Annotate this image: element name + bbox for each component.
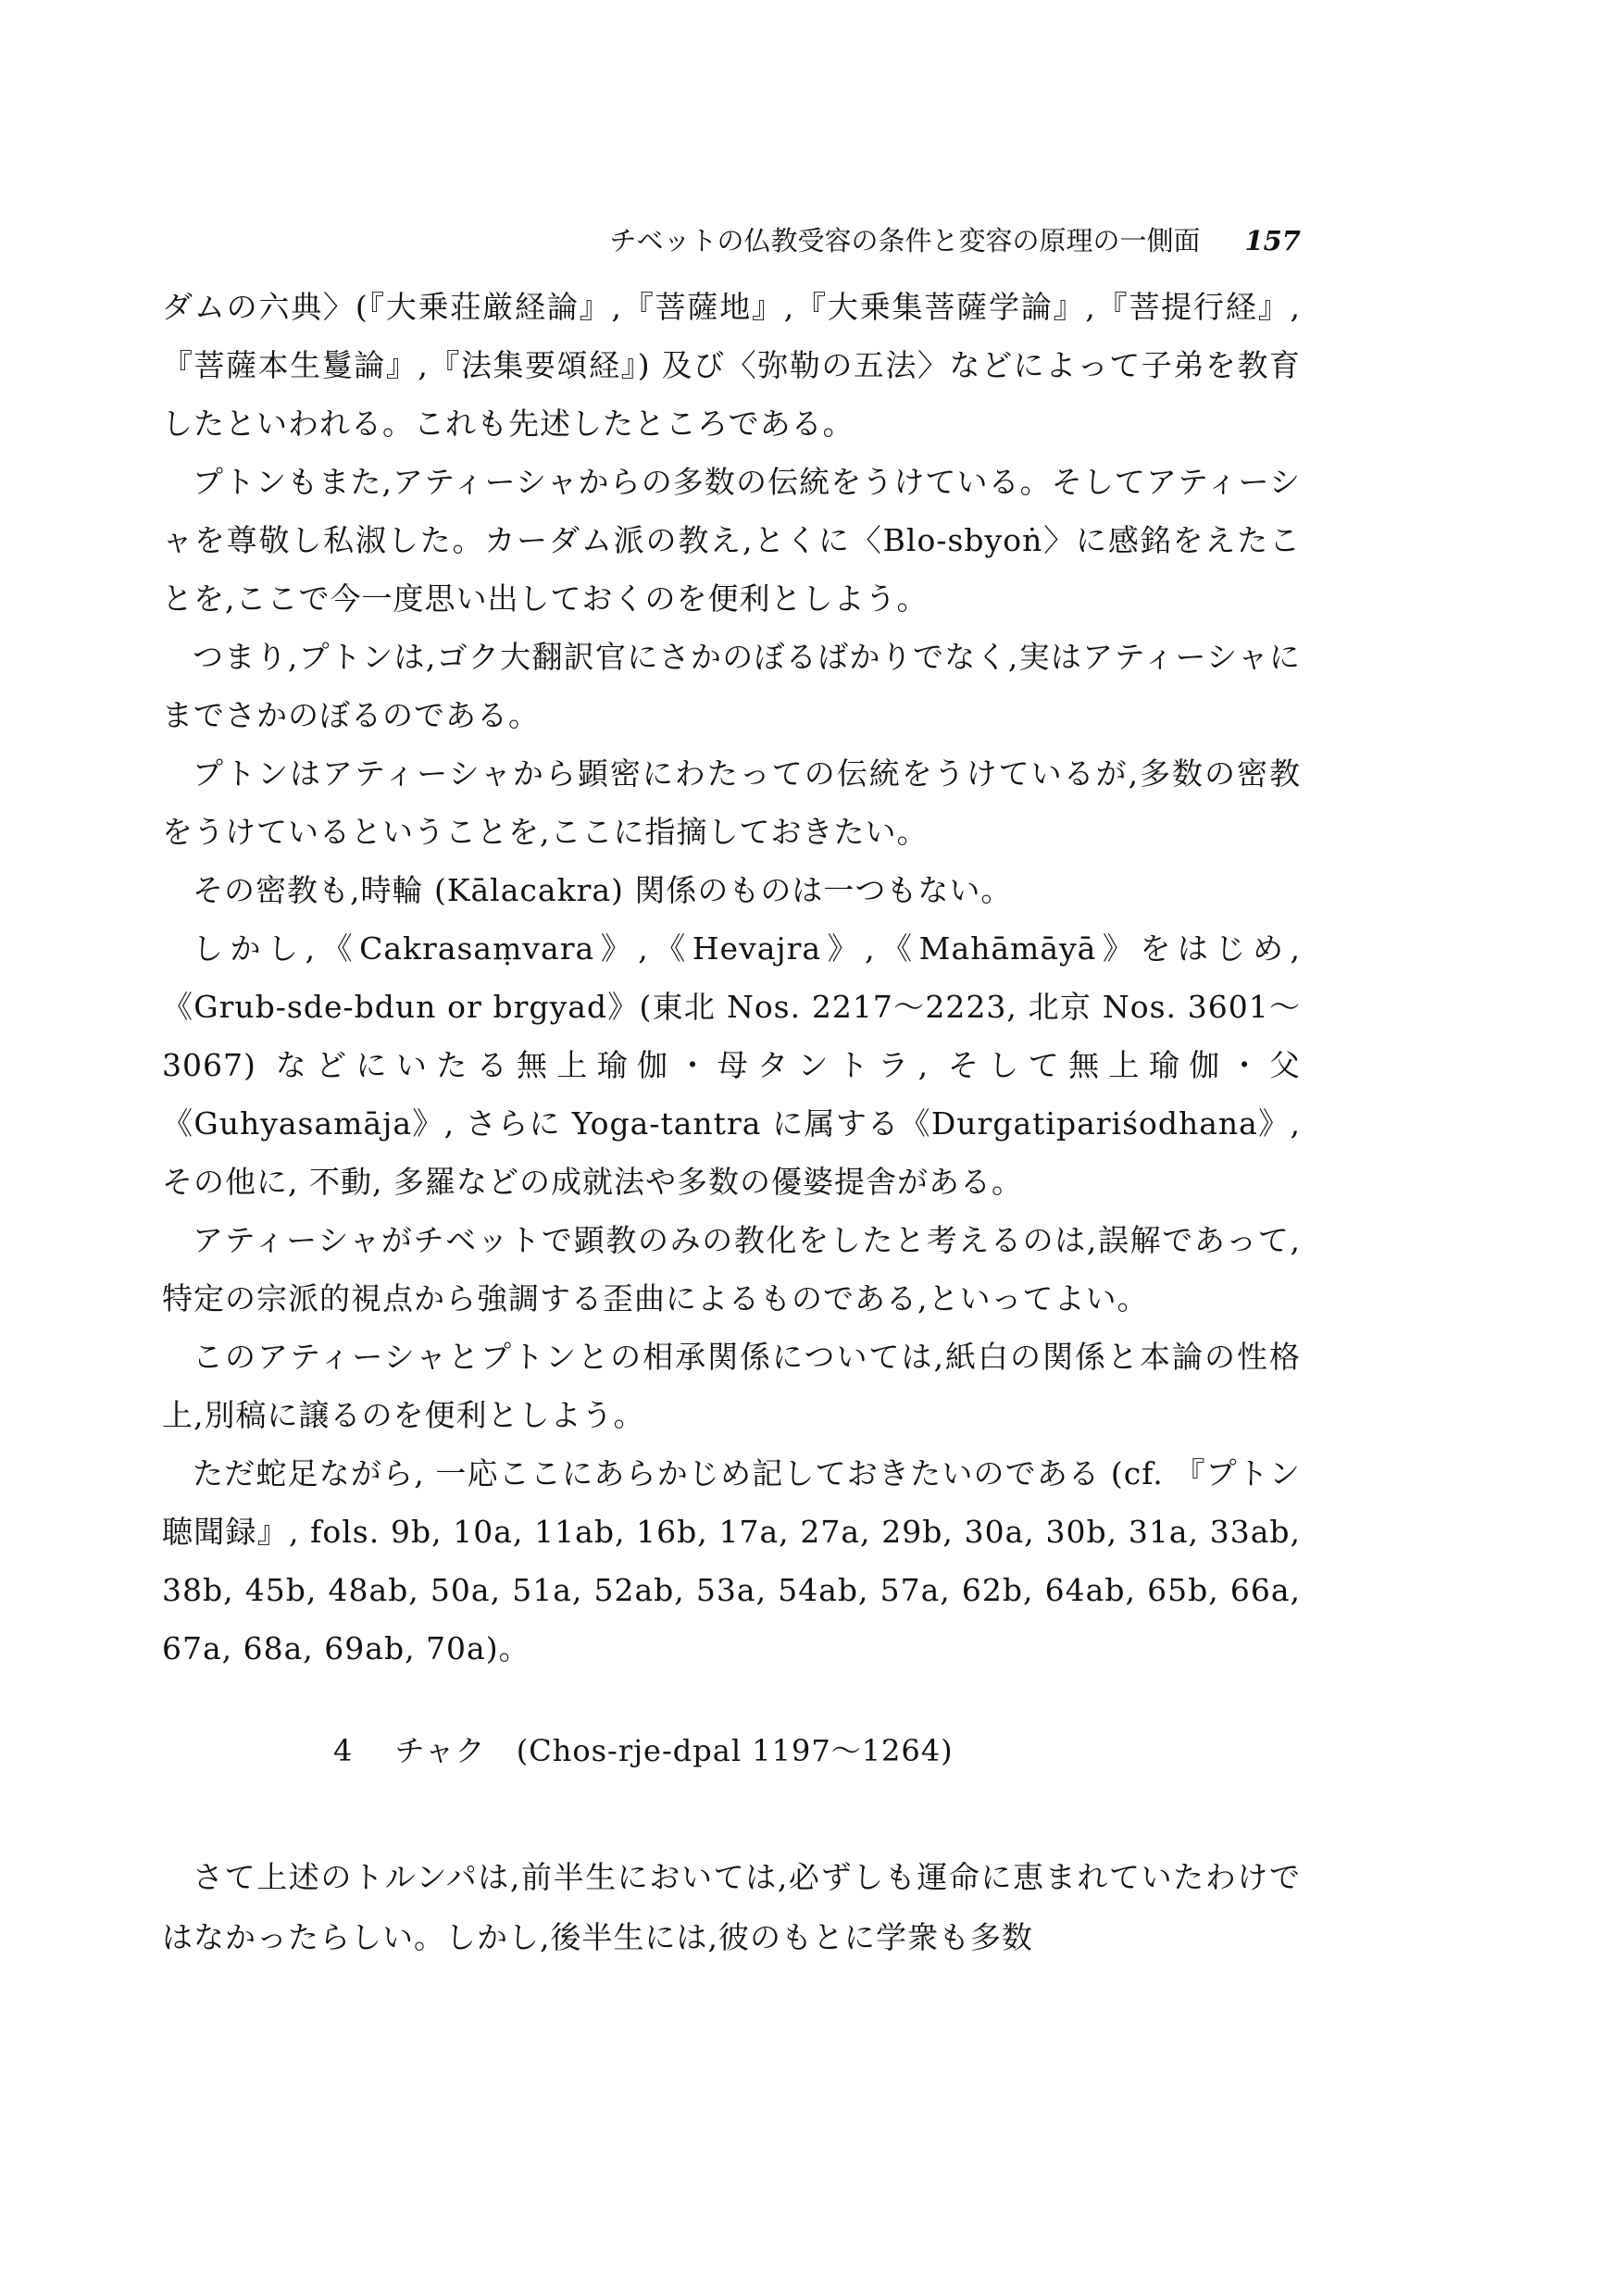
section-subtitle: (Chos-rje-dpal 1197〜1264): [516, 1733, 954, 1768]
section-title: チャク: [394, 1733, 486, 1768]
paragraph: その密教も,時輪 (Kālacakra) 関係のものは一つもない。: [193, 872, 1013, 908]
paragraph: プトンもまた,アティーシャからの多数の伝統をうけている。そしてアティーシャを尊敬し私淑した。カーダム派の教え,とくに〈Blo-sbyoṅ〉に感銘をえたことを,ここで今一度思い出しておくのを便利としよう。: [162, 464, 1301, 617]
paragraph: ただ蛇足ながら, 一応ここにあらかじめ記しておきたいのである (cf. 『プトン聴聞録』, fols. 9b, 10a, 11ab, 16b, 17a, 27a, 29b, 30a, 30b, 31a, 33ab, 38b, 45b, 48ab, 50a, 51a, 52ab, 53a, 54ab, 57a, 62b, 64ab, 65b, 66a, 67a, 68a, 69ab, 70a)。: [162, 1455, 1301, 1666]
paragraph: つまり,プトンは,ゴク大翻訳官にさかのぼるばかりでなく,実はアティーシャにまでさかのぼるのである。: [162, 639, 1301, 733]
paragraph: このアティーシャとプトンとの相承関係については,紙白の関係と本論の性格上,別稿に譲るのを便利としよう。: [162, 1339, 1301, 1433]
paragraph: アティーシャがチベットで顕教のみの教化をしたと考えるのは,誤解であって,特定の宗派的視点から強調する歪曲によるものである,といってよい。: [162, 1222, 1301, 1316]
paragraph: しかし,《Cakrasaṃvara》,《Hevajra》,《Mahāmāyā》をはじめ,《Grub-sde-bdun or brgyad》(東北 Nos. 2217〜2223, 北京 Nos. 3601〜3067) などにいたる無上瑜伽・母タントラ, そして無上瑜伽・父《Guhyasamāja》, さらに Yoga-tantra に属する《Durgatipariśodhana》, その他に, 不動, 多羅などの成就法や多数の優婆提舎がある。: [162, 930, 1301, 1200]
running-header: [162, 220, 1301, 258]
body-text: [162, 278, 1301, 1678]
section-heading: [333, 1728, 954, 1770]
paragraph: プトンはアティーシャから顕密にわたっての伝統をうけているが,多数の密教をうけているということを,ここに指摘しておきたい。: [162, 755, 1301, 850]
page-number: 157: [1244, 225, 1301, 256]
section-number: 4: [333, 1733, 354, 1768]
running-title: チベットの仏教受容の条件と変容の原理の一側面: [609, 225, 1201, 256]
paragraph: ダムの六典〉(『大乗荘厳経論』,『菩薩地』,『大乗集菩薩学論』,『菩提行経』,『菩薩本生鬘論』,『法集要頌経』) 及び〈弥勒の五法〉などによって子弟を教育したといわれる。これも先述したところである。: [162, 289, 1301, 442]
section-body-text: [162, 1847, 1301, 1967]
paragraph: さて上述のトルンパは,前半生においては,必ずしも運命に恵まれていたわけではなかったらしい。しかし,後半生には,彼のもとに学衆も多数: [162, 1859, 1301, 1955]
